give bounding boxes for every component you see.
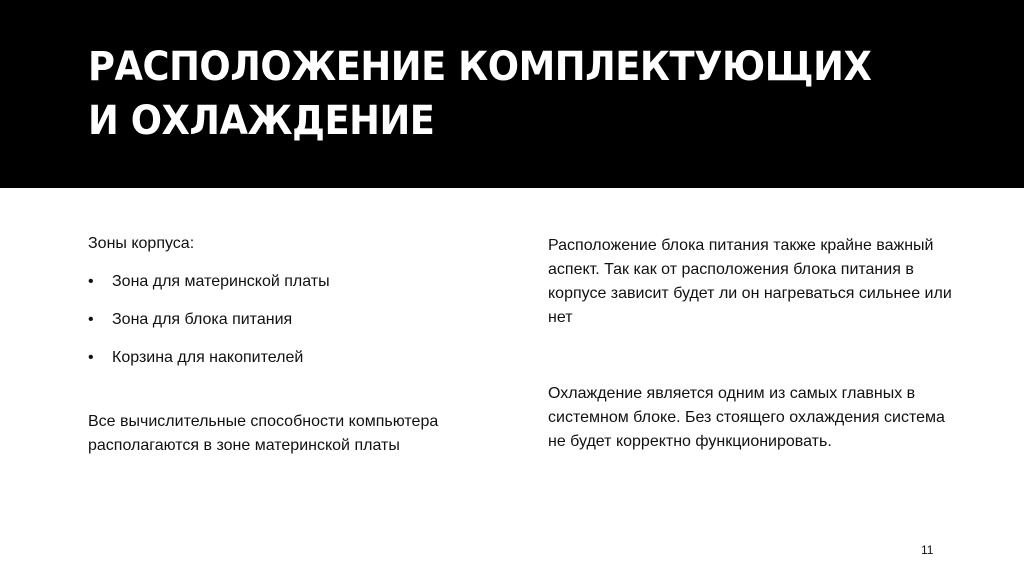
zones-list <box>88 270 448 370</box>
list-item-text: Зона для материнской платы <box>112 273 330 290</box>
list-item-text: Корзина для накопителей <box>112 349 304 366</box>
list-item <box>88 308 448 332</box>
motherboard-paragraph: Все вычислительные способности компьютера располагаются в зоне материнской платы <box>88 413 439 454</box>
page-number: 11 <box>921 543 934 557</box>
list-item <box>88 346 448 370</box>
right-column <box>548 234 958 454</box>
list-item-text: Зона для блока питания <box>112 311 293 328</box>
psu-paragraph: Расположение блока питания также крайне важный аспект. Так как от расположения блока питания в корпусе зависит будет ли он нагреваться сильнее или нет <box>548 237 952 326</box>
bullet-icon: • <box>88 311 94 328</box>
cooling-paragraph: Охлаждение является одним из самых главных в системном блоке. Без стоящего охлаждения система не будет корректно функционировать. <box>548 385 945 450</box>
list-item <box>88 270 448 294</box>
left-column <box>88 232 448 458</box>
zones-heading: Зоны корпуса: <box>88 235 195 252</box>
bullet-icon: • <box>88 349 94 366</box>
bullet-icon: • <box>88 273 94 290</box>
title-banner <box>0 0 1024 188</box>
slide-title: РАСПОЛОЖЕНИЕ КОМПЛЕКТУЮЩИХ И ОХЛАЖДЕНИЕ <box>88 44 872 144</box>
